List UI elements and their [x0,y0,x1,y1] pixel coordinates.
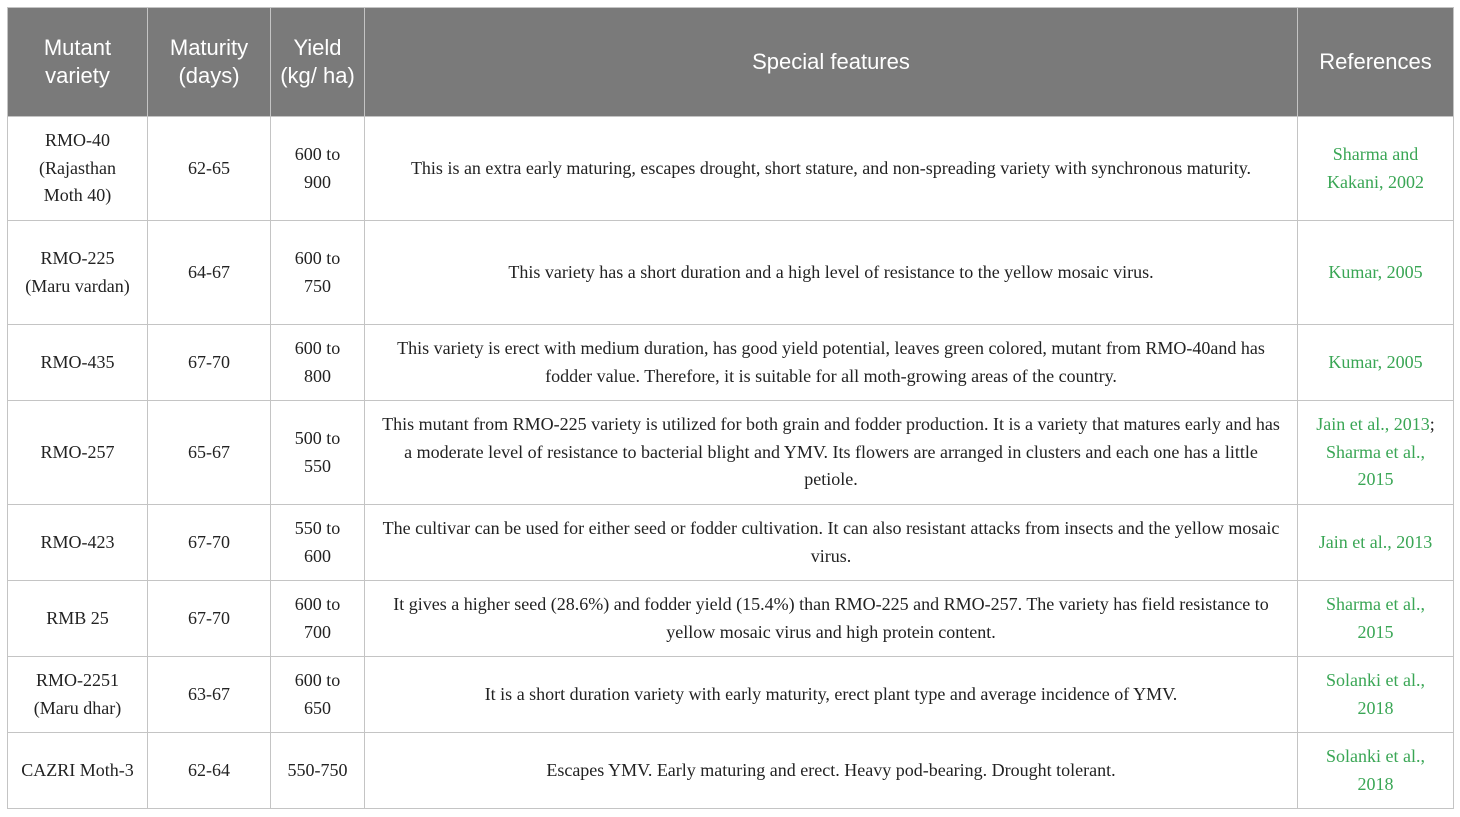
yield-cell: 550-750 [271,733,365,809]
variety-cell: RMB 25 [8,581,148,657]
maturity-cell: 65-67 [148,401,271,505]
references-cell [1298,325,1454,401]
maturity-cell: 63-67 [148,657,271,733]
header-references: References [1298,8,1454,117]
references-cell [1298,581,1454,657]
variety-cell: RMO-435 [8,325,148,401]
variety-cell: RMO-2251 (Maru dhar) [8,657,148,733]
reference-link[interactable]: Sharma et al., 2015 [1326,594,1425,642]
references-cell [1298,657,1454,733]
features-cell: The cultivar can be used for either seed or fodder cultivation. It can also resistant attacks from insects and the yellow mosaic virus. [365,505,1298,581]
reference-link[interactable]: Solanki et al., 2018 [1326,746,1425,794]
yield-cell: 500 to 550 [271,401,365,505]
header-special-features: Special features [365,8,1298,117]
reference-link[interactable]: Solanki et al., 2018 [1326,670,1425,718]
features-cell: It is a short duration variety with early maturity, erect plant type and average incidence of YMV. [365,657,1298,733]
reference-link[interactable]: Jain et al., 2013 [1318,531,1433,552]
references-cell [1298,401,1454,505]
maturity-cell: 62-65 [148,117,271,221]
header-mutant-variety: Mutant variety [8,8,148,117]
features-cell: It gives a higher seed (28.6%) and fodder yield (15.4%) than RMO-225 and RMO-257. The variety has field resistance to yellow mosaic virus and high protein content. [365,581,1298,657]
variety-cell: RMO-225 (Maru vardan) [8,221,148,325]
maturity-cell: 64-67 [148,221,271,325]
references-cell [1298,505,1454,581]
reference-link[interactable]: Kumar, 2005 [1328,351,1423,372]
features-cell: This mutant from RMO-225 variety is utilized for both grain and fodder production. It is a variety that matures early and has a moderate level of resistance to bacterial blight and YMV. Its flowers are arranged in clusters and each one has a little petiole. [365,401,1298,505]
table-row [8,401,1454,505]
table-row [8,657,1454,733]
reference-link[interactable]: Jain et al., 2013 [1316,414,1430,435]
table-row [8,581,1454,657]
yield-cell: 600 to 800 [271,325,365,401]
variety-cell: RMO-257 [8,401,148,505]
table-row [8,221,1454,325]
table-row [8,117,1454,221]
references-cell [1298,733,1454,809]
references-cell [1298,221,1454,325]
yield-cell: 600 to 750 [271,221,365,325]
maturity-cell: 67-70 [148,581,271,657]
maturity-cell: 62-64 [148,733,271,809]
header-yield: Yield (kg/ ha) [271,8,365,117]
maturity-cell: 67-70 [148,505,271,581]
features-cell: This is an extra early maturing, escapes drought, short stature, and non-spreading variety with synchronous maturity. [365,117,1298,221]
header-row [8,8,1454,117]
yield-cell: 600 to 650 [271,657,365,733]
yield-cell: 550 to 600 [271,505,365,581]
variety-cell: CAZRI Moth-3 [8,733,148,809]
table-row [8,325,1454,401]
variety-cell: RMO-40 (Rajasthan Moth 40) [8,117,148,221]
mutant-variety-table [7,7,1454,809]
reference-link[interactable]: Sharma et al., 2015 [1326,441,1425,490]
variety-cell: RMO-423 [8,505,148,581]
reference-separator: ; [1429,414,1435,435]
features-cell: Escapes YMV. Early maturing and erect. Heavy pod-bearing. Drought tolerant. [365,733,1298,809]
references-cell [1298,117,1454,221]
reference-link[interactable]: Sharma and Kakani, 2002 [1327,144,1424,192]
features-cell: This variety has a short duration and a high level of resistance to the yellow mosaic virus. [365,221,1298,325]
header-maturity: Maturity (days) [148,8,271,117]
table-row [8,733,1454,809]
reference-link[interactable]: Kumar, 2005 [1328,261,1423,282]
table-row [8,505,1454,581]
yield-cell: 600 to 700 [271,581,365,657]
features-cell: This variety is erect with medium duration, has good yield potential, leaves green colored, mutant from RMO-40and has fodder value. Therefore, it is suitable for all moth-growing areas of the country. [365,325,1298,401]
maturity-cell: 67-70 [148,325,271,401]
yield-cell: 600 to 900 [271,117,365,221]
